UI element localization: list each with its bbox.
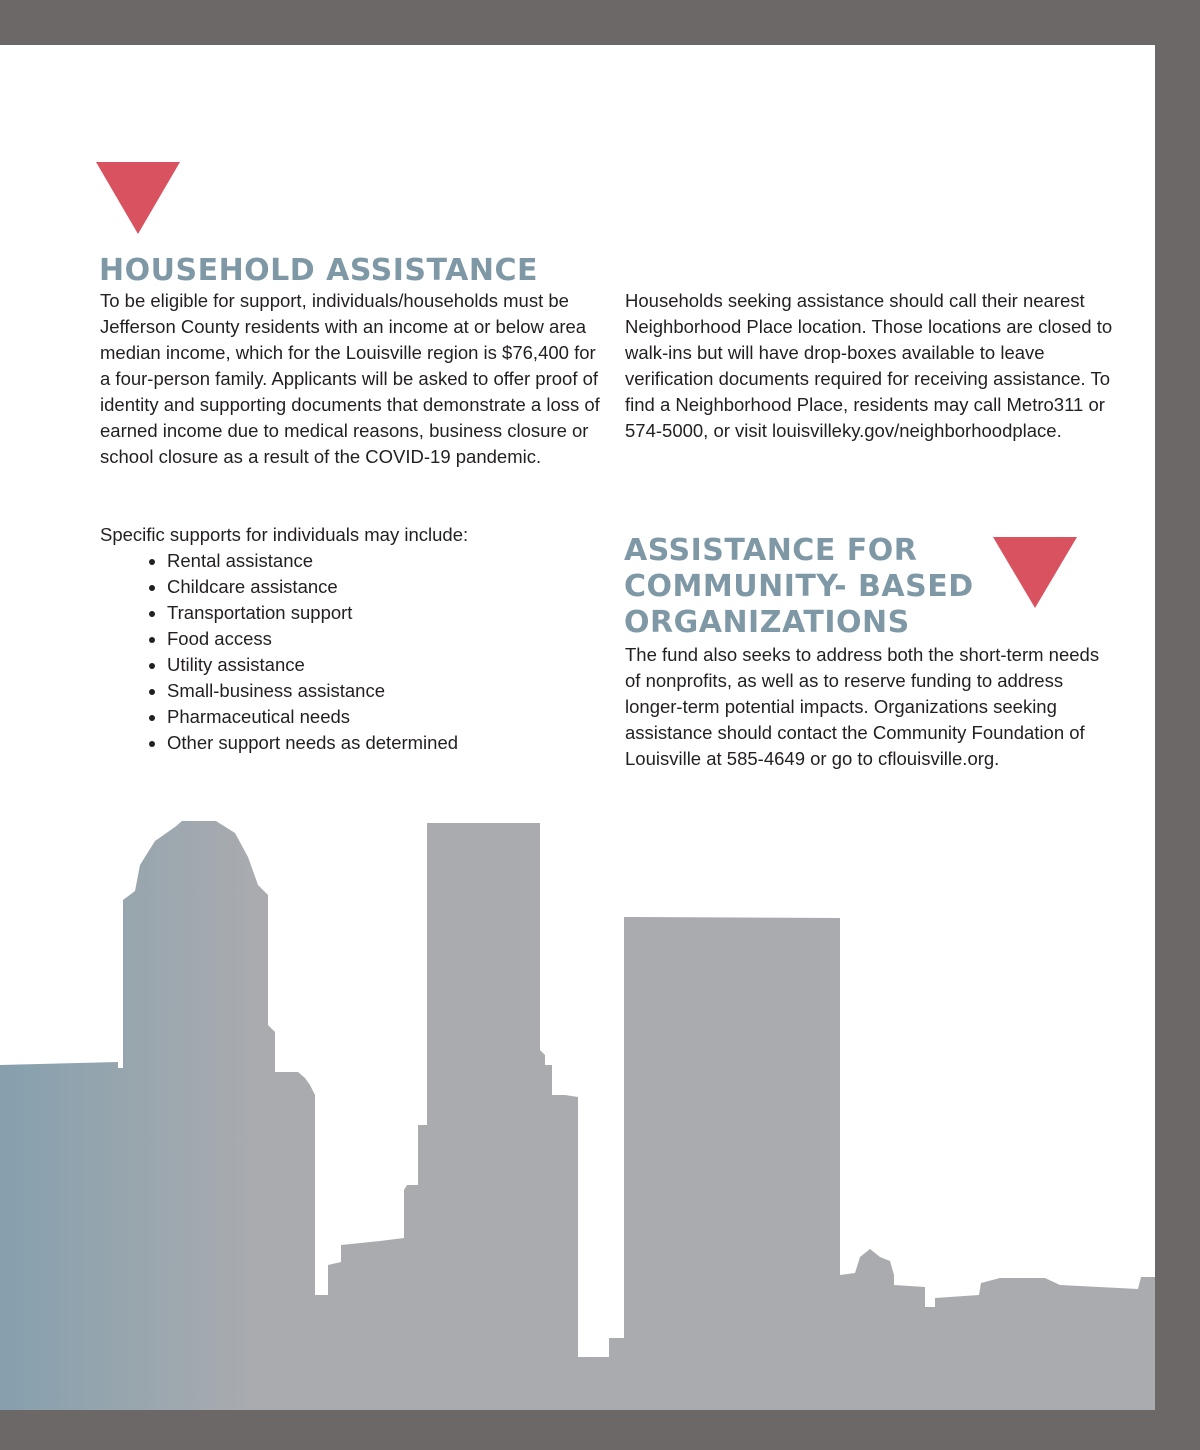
heading-line: COMMUNITY- BASED [624, 569, 974, 604]
list-item: • Childcare assistance [167, 574, 458, 600]
supports-intro: Specific supports for individuals may include: [100, 524, 469, 545]
heading-line: ASSISTANCE FOR [624, 533, 918, 568]
list-item: • Transportation support [167, 600, 458, 626]
how-to-apply-paragraph: Households seeking assistance should call their nearest Neighborhood Place location. Those locations are closed to walk-ins but will have drop-boxes available to leave verification documents required for receiving assistance. To find a Neighborhood Place, residents may call Metro311 or 574-5000, or visit louisvilleky.gov/neighborhoodplace. [625, 290, 1113, 441]
list-item: • Other support needs as determined [167, 730, 458, 756]
eligibility-paragraph: To be eligible for support, individuals/households must be Jefferson County residents with an income at or below area median income, which for the Louisville region is $76,400 for a four-person family. Applicants will be asked to offer proof of identity and supporting documents that demonstrate a loss of earned income due to medical reasons, business closure or school closure as a result of the COVID-19 pandemic. [100, 290, 600, 467]
household-assistance-heading: HOUSEHOLD ASSISTANCE [99, 253, 538, 288]
accent-triangle-icon [993, 537, 1077, 608]
list-item: • Small-business assistance [167, 678, 458, 704]
community-organizations-heading [624, 533, 974, 641]
list-item: • Utility assistance [167, 652, 458, 678]
heading-line: ORGANIZATIONS [624, 605, 910, 640]
supports-list [120, 548, 458, 756]
page-panel [0, 45, 1155, 1410]
list-item: • Pharmaceutical needs [167, 704, 458, 730]
list-item: • Food access [167, 626, 458, 652]
accent-triangle-icon [96, 162, 180, 234]
list-item: • Rental assistance [167, 548, 458, 574]
community-organizations-paragraph: The fund also seeks to address both the short-term needs of nonprofits, as well as to reserve funding to address longer-term potential impacts. Organizations seeking assistance should contact the Community Foundation of Louisville at 585-4649 or go to cflouisville.org. [625, 644, 1100, 769]
